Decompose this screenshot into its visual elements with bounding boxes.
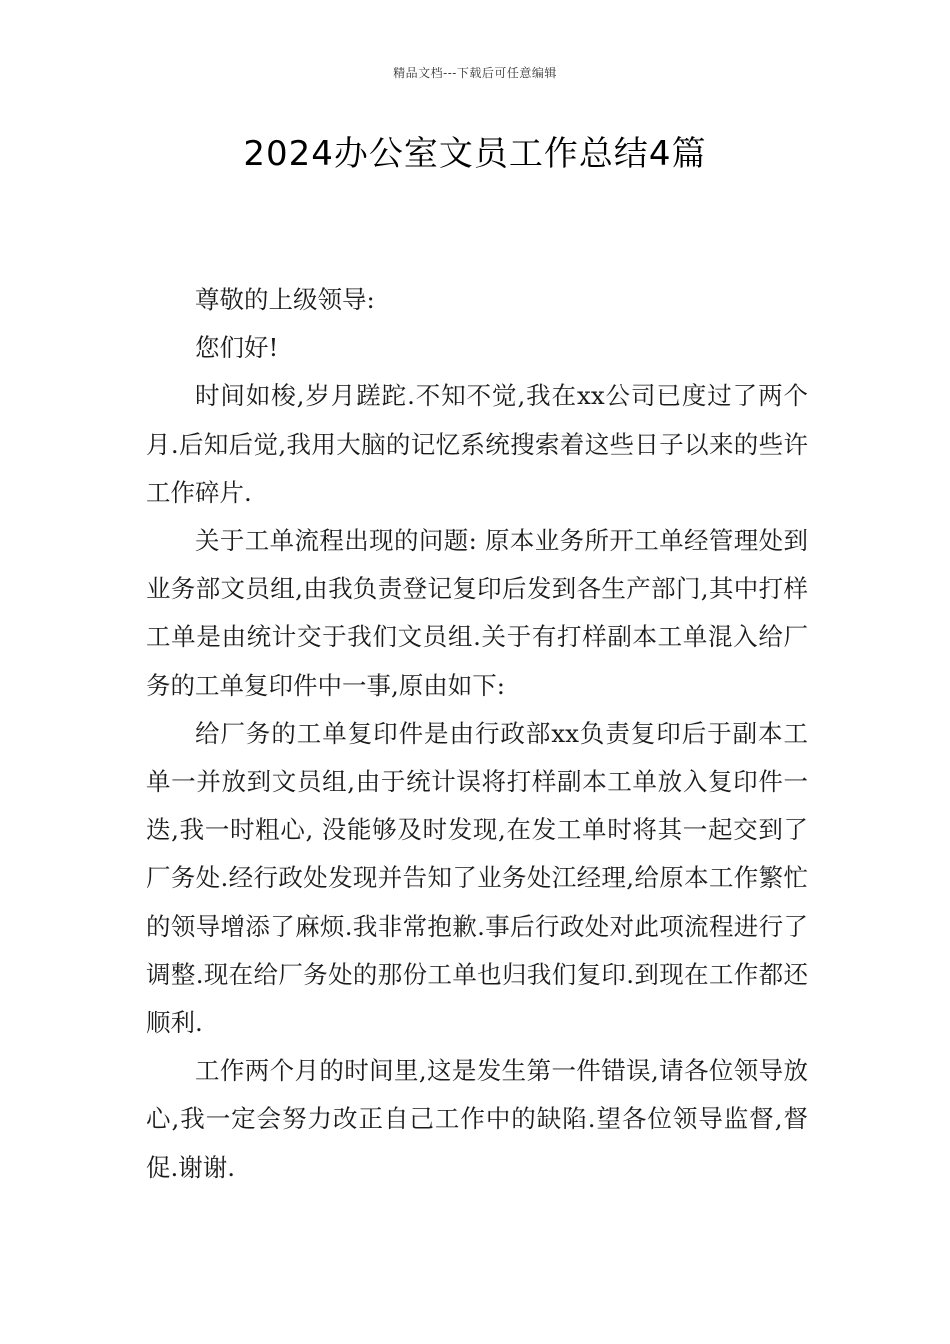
paragraph-issue: 关于工单流程出现的问题: 原本业务所开工单经管理处到业务部文员组,由我负责登记复印后发到各生产部门,其中打样工单是由统计交于我们文员组.关于有打样副本工单混入给厂务的工单复印件中一事,原由如下: [146, 526, 808, 700]
paragraph-intro: 时间如梭,岁月蹉跎.不知不觉,我在xx公司已度过了两个月.后知后觉,我用大脑的记忆系统搜索着这些日子以来的些许工作碎片. [146, 381, 808, 507]
paragraph-explanation: 给厂务的工单复印件是由行政部xx负责复印后于副本工单一并放到文员组,由于统计误将打样副本工单放入复印件一迭,我一时粗心, 没能够及时发现,在发工单时将其一起交到了厂务处.经行政处发现并告知了业务处江经理,给原本工作繁忙的领导增添了麻烦.我非常抱歉.事后行政处对此项流程进行了调整.现在给厂务处的那份工单也归我们复印.到现在工作都还顺利. [146, 718, 808, 1038]
header-note: 精品文档---下载后可任意编辑 [393, 66, 557, 80]
document-body [146, 276, 808, 1192]
salutation: 尊敬的上级领导: [195, 285, 375, 314]
greeting: 您们好! [195, 333, 279, 363]
document-title: 2024办公室文员工作总结4篇 [243, 134, 707, 174]
paragraph-closing: 工作两个月的时间里,这是发生第一件错误,请各位领导放心,我一定会努力改正自己工作中的缺陷.望各位领导监督,督促.谢谢. [146, 1056, 808, 1182]
